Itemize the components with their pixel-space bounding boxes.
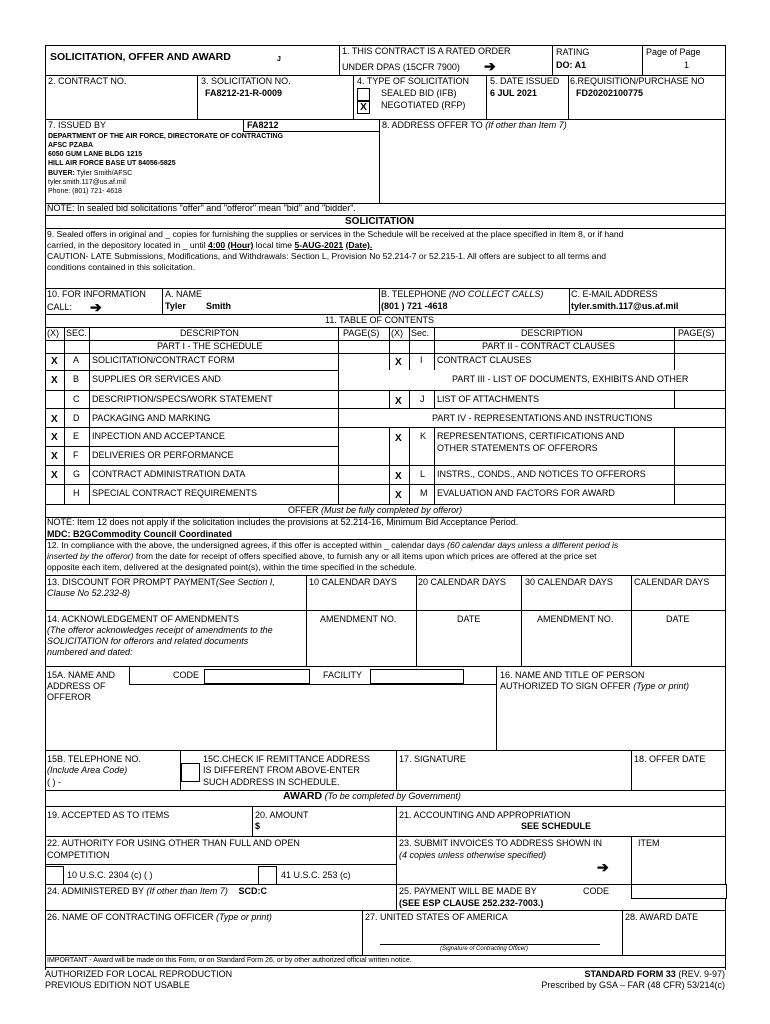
- item9-hour: (Hour): [227, 240, 254, 250]
- toc-b-desc: SUPPLIES OR SERVICES AND: [92, 374, 221, 384]
- toc-c-sec: C: [73, 394, 80, 404]
- toc-l-x: X: [395, 471, 402, 482]
- admin-label: 24. ADMINISTERED BY: [47, 886, 144, 896]
- item12-line2: [47, 552, 597, 561]
- title-mark: J: [277, 56, 281, 63]
- offer-heading: OFFER: [288, 505, 319, 515]
- prescribed: Prescribed by GSA – FAR (48 CFR) 53/214(c): [541, 980, 725, 990]
- toc-k-desc2: OTHER STATEMENTS OF OFFERORS: [437, 443, 598, 453]
- usc2304-checkbox[interactable]: [45, 866, 64, 885]
- tel-label: 15B. TELEPHONE NO.: [47, 754, 141, 764]
- issued-by-label: 7. ISSUED BY: [48, 120, 107, 130]
- amend-date-1: DATE: [457, 614, 481, 624]
- usc2304-label: 10 U.S.C. 2304 (c) ( ): [67, 870, 153, 880]
- toc-g-sec: G: [73, 469, 81, 479]
- submit-arrow-icon: ➔: [597, 859, 609, 875]
- remit-3: SUCH ADDRESS IN SCHEDULE.: [203, 777, 340, 787]
- tel-value: ( ) -: [47, 777, 61, 787]
- payment-2: (SEE ESP CLAUSE 252.232-7003.): [399, 898, 544, 908]
- auth-repro: AUTHORIZED FOR LOCAL REPRODUCTION: [45, 969, 233, 979]
- authority-2: COMPETITION: [47, 850, 110, 860]
- offer-heading-note: (Must be fully completed by offeror): [321, 505, 463, 515]
- toc-b-sec: B: [73, 374, 80, 384]
- solicitation-heading: SOLICITATION: [345, 216, 415, 227]
- solicitation-no: FA8212-21-R-0009: [205, 88, 283, 98]
- toc-i-sec: I: [420, 355, 423, 365]
- buyer-email: tyler.smith.117@us.af.mil: [48, 179, 126, 186]
- toc-h-desc: SPECIAL CONTRACT REQUIREMENTS: [92, 488, 258, 498]
- tel-note: (Include Area Code): [47, 765, 128, 775]
- toc-k-desc1: REPRESENTATIONS, CERTIFICATIONS AND: [437, 431, 625, 441]
- discount-label: 13. DISCOUNT FOR PROMPT PAYMENT: [47, 577, 216, 587]
- amend-date-2: DATE: [666, 614, 690, 624]
- toc-e-desc: INPECTION AND ACCEPTANCE: [92, 431, 225, 441]
- offeror-code-label: CODE: [173, 670, 200, 680]
- amend-no-1: AMENDMENT NO.: [320, 614, 397, 624]
- form-rev: (REV. 9-97): [678, 969, 725, 979]
- buyer-phone: Phone: (801) 721- 4618: [48, 188, 122, 195]
- item9-line4: conditions contained in this solicitation.: [47, 262, 196, 272]
- payment-1: 25. PAYMENT WILL BE MADE BY: [399, 886, 537, 896]
- facility-input[interactable]: [370, 669, 464, 684]
- issued-by-line-2: AFSC PZABA: [48, 142, 94, 149]
- date-issued: 6 JUL 2021: [490, 88, 537, 98]
- negotiated-checkbox[interactable]: X: [357, 101, 370, 114]
- accepted-label: 19. ACCEPTED AS TO ITEMS: [47, 810, 170, 820]
- facility-label: FACILITY: [323, 670, 363, 680]
- days-other: CALENDAR DAYS: [634, 577, 710, 587]
- discount-line: [47, 578, 275, 588]
- form-name: STANDARD FORM 33: [584, 969, 676, 979]
- note-item12: NOTE: Item 12 does not apply if the solicitation includes the provisions at 52.214-16, Minimum Bid Acceptance Period.: [47, 517, 519, 527]
- signature-label: 17. SIGNATURE: [399, 754, 466, 764]
- contract-no-label: 2. CONTRACT NO.: [48, 76, 127, 86]
- toc-f-desc: DELIVERIES OR PERFORMANCE: [92, 450, 234, 460]
- negotiated-label: NEGOTIATED (RFP): [381, 100, 466, 110]
- payment-code-input[interactable]: [631, 884, 727, 899]
- payment-code-label: CODE: [583, 886, 610, 896]
- toc-heading: 11. TABLE OF CONTENTS: [325, 315, 435, 325]
- award-heading-note: (To be completed by Government): [324, 791, 461, 801]
- item12-line1a: 12. In compliance with the above, the undersigned agrees, if this offer is accepted within _ calendar days: [47, 540, 445, 550]
- ack-label: 14. ACKNOWLEDGEMENT OF AMENDMENTS: [47, 614, 239, 624]
- form-title: SOLICITATION, OFFER AND AWARD: [50, 51, 231, 63]
- item12-line3: opposite each item, delivered at the designated point(s), within the time specified in the schedule.: [47, 562, 417, 572]
- auth-line2: [500, 682, 689, 692]
- auth-label-1: 16. NAME AND TITLE OF PERSON: [500, 670, 645, 680]
- item9-line2-mid: local time: [255, 240, 293, 250]
- toc-m-desc: EVALUATION AND FACTORS FOR AWARD: [437, 488, 615, 498]
- item9-line2: [47, 241, 372, 250]
- toc-k-sec: K: [420, 431, 427, 441]
- call-label: CALL:: [47, 302, 73, 312]
- requisition-no: FD20202100775: [576, 88, 644, 98]
- name-addr-1: 15A. NAME AND: [47, 670, 116, 680]
- auth-label-2: AUTHORIZED TO SIGN OFFER: [500, 681, 631, 691]
- award-heading: AWARD: [283, 790, 323, 802]
- toc-g-x: X: [51, 470, 58, 481]
- item9-date-label: (Date).: [345, 240, 373, 250]
- rated-order-label: 1. THIS CONTRACT IS A RATED ORDER: [342, 46, 511, 56]
- offer-heading-line: [288, 506, 462, 516]
- rated-order-sub: UNDER DPAS (15CFR 7900): [342, 62, 460, 72]
- item9-line2-pre: carried, in the depository located in _ until: [47, 240, 206, 250]
- sealed-bid-label: SEALED BID (IFB): [381, 88, 457, 98]
- ack-note3: numbered and dated:: [47, 647, 133, 657]
- accounting-label: 21. ACCOUNTING AND APPROPRIATION: [399, 810, 571, 820]
- ack-note2: SOLICITATION for offerors and related documents: [47, 636, 249, 646]
- toc-col-x-2: (X): [391, 328, 403, 338]
- ack-note1: (The offeror acknowledges receipt of amendments to the: [47, 625, 273, 635]
- toc-e-sec: E: [73, 431, 80, 441]
- mdc-line: MDC: B2GCommodity Council Coordinated: [47, 529, 232, 539]
- toc-j-x: X: [395, 396, 402, 407]
- admin-line: [47, 887, 267, 897]
- issued-by-line-4: HILL AIR FORCE BASE UT 84056-5825: [48, 160, 176, 167]
- address-offer-line: [382, 121, 567, 131]
- sealed-bid-checkbox[interactable]: [357, 88, 370, 101]
- buyer-line: [48, 170, 132, 178]
- toc-e-x: X: [51, 432, 58, 443]
- toc-col-pages-2: PAGE(S): [678, 328, 715, 338]
- address-offer-label: 8. ADDRESS OFFER TO: [382, 120, 483, 130]
- info-phone: (801 ) 721 -4618: [381, 301, 448, 311]
- toc-part4: PART IV - REPRESENTATIONS AND INSTRUCTIONS: [432, 413, 653, 423]
- submit-2: (4 copies unless otherwise specified): [399, 850, 547, 860]
- toc-part1: PART I - THE SCHEDULE: [157, 341, 263, 351]
- info-name-first: Tyler: [165, 301, 186, 311]
- form-name-line: [584, 970, 725, 980]
- info-name-last: Smith: [206, 301, 232, 311]
- toc-i-x: X: [395, 357, 402, 368]
- award-date-label: 28. AWARD DATE: [625, 912, 699, 922]
- prev-edition: PREVIOUS EDITION NOT USABLE: [45, 980, 190, 990]
- officer-line: [47, 913, 272, 923]
- page-label: Page of Page: [646, 47, 701, 57]
- toc-col-desc: DESCRIPTON: [180, 328, 239, 338]
- toc-h-sec: H: [73, 488, 80, 498]
- toc-col-x: (X): [47, 328, 59, 338]
- arrow-icon: ➔: [484, 58, 496, 74]
- toc-m-sec: M: [420, 488, 428, 498]
- toc-col-sec-2: Sec.: [411, 328, 430, 338]
- issued-by-line-1: DEPARTMENT OF THE AIR FORCE, DIRECTORATE OF CONTRACTING: [48, 133, 284, 140]
- info-phone-note: (NO COLLECT CALLS): [448, 289, 544, 299]
- toc-a-x: X: [51, 356, 58, 367]
- buyer-name: Tyler Smith/AFSC: [76, 170, 133, 177]
- toc-part2: PART II - CONTRACT CLAUSES: [482, 341, 615, 351]
- item12-line2a: inserted by the offeror): [47, 551, 134, 561]
- amount-label: 20. AMOUNT: [255, 810, 309, 820]
- toc-col-sec: SEC.: [66, 328, 88, 338]
- toc-m-x: X: [395, 490, 402, 501]
- discount-note1: (See Section I,: [215, 577, 275, 587]
- days20: 20 CALENDAR DAYS: [418, 577, 506, 587]
- name-addr-3: OFFEROR: [47, 692, 91, 702]
- toc-f-sec: F: [73, 450, 79, 460]
- toc-d-desc: PACKAGING AND MARKING: [92, 413, 211, 423]
- days30: 30 CALENDAR DAYS: [525, 577, 613, 587]
- usa-label: 27. UNITED STATES OF AMERICA: [365, 912, 508, 922]
- issued-by-code: FA8212: [247, 120, 279, 130]
- auth-note: (Type or print): [633, 681, 690, 691]
- toc-i-desc: CONTRACT CLAUSES: [437, 355, 532, 365]
- important-note: IMPORTANT - Award will be made on this Form, or on Standard Form 26, or by other authorized official written notice.: [47, 957, 412, 964]
- toc-c-desc: DESCRIPTION/SPECS/WORK STATEMENT: [92, 394, 273, 404]
- remit-2: IS DIFFERENT FROM ABOVE-ENTER: [203, 765, 360, 775]
- admin-code: SCD:C: [238, 886, 267, 896]
- toc-d-x: X: [51, 414, 58, 425]
- type-of-solicitation-label: 4. TYPE OF SOLICITATION: [357, 76, 470, 86]
- toc-a-sec: A: [73, 355, 80, 365]
- toc-j-desc: LIST OF ATTACHMENTS: [437, 394, 540, 404]
- award-heading-line: [283, 791, 461, 803]
- toc-l-sec: L: [420, 469, 426, 479]
- item9-line1: 9. Sealed offers in original and _ copies for furnishing the supplies or services in the Schedule will be received at the place specified in Item 8, or if hand: [47, 229, 624, 239]
- name-addr-2: ADDRESS OF: [47, 681, 106, 691]
- date-issued-label: 5. DATE ISSUED: [490, 76, 560, 86]
- offeror-code-input[interactable]: [204, 669, 310, 684]
- item12-line1: [47, 541, 618, 550]
- admin-note: (If other than Item 7): [146, 886, 228, 896]
- toc-d-sec: D: [73, 413, 80, 423]
- item9-line3: CAUTION- LATE Submissions, Modifications, and Withdrawals: Section L, Provision No 52.214-7 or 52.215-1. All offers are subject to all terms and: [47, 251, 607, 261]
- usc253-checkbox[interactable]: [258, 866, 277, 885]
- info-phone-line: [381, 290, 543, 300]
- authority-1: 22. AUTHORITY FOR USING OTHER THAN FULL AND OPEN: [47, 838, 300, 848]
- toc-k-x: X: [395, 433, 402, 444]
- days10: 10 CALENDAR DAYS: [309, 577, 397, 587]
- issued-by-line-3: 6050 GUM LANE BLDG 1215: [48, 151, 143, 158]
- amend-no-2: AMENDMENT NO.: [537, 614, 614, 624]
- note-sealed-bid: NOTE: In sealed bid solicitations "offer" and "offeror" mean "bid" and "bidder".: [47, 203, 356, 213]
- offer-date-label: 18. OFFER DATE: [634, 754, 706, 764]
- toc-g-desc: CONTRACT ADMINISTRATION DATA: [92, 469, 246, 479]
- solicitation-no-label: 3. SOLICITATION NO.: [201, 76, 291, 86]
- usc253-label: 41 U.S.C. 253 (c): [281, 870, 351, 880]
- item9-date: 5-AUG-2021: [294, 240, 344, 250]
- submit-1: 23. SUBMIT INVOICES TO ADDRESS SHOWN IN: [399, 838, 603, 848]
- officer-label: 26. NAME OF CONTRACTING OFFICER: [47, 912, 214, 922]
- toc-b-x: X: [51, 375, 58, 386]
- address-offer-note: (If other than Item 7): [485, 120, 567, 130]
- see-schedule: SEE SCHEDULE: [521, 821, 592, 831]
- discount-note2: Clause No 52.232-8): [47, 588, 131, 598]
- call-arrow-icon: ➔: [90, 299, 102, 315]
- toc-part3: PART III - LIST OF DOCUMENTS, EXHIBITS AND OTHER: [452, 374, 689, 384]
- item-label: ITEM: [638, 838, 660, 848]
- remittance-checkbox[interactable]: [181, 763, 200, 782]
- info-email-label: C. E-MAIL ADDRESS: [571, 289, 658, 299]
- item12-line2b: from the date for receipt of offers specified above, to furnish any or all items upon which prices are offered at the price set: [135, 551, 597, 561]
- for-information-label: 10. FOR INFORMATION: [47, 289, 146, 299]
- toc-f-x: X: [51, 451, 58, 462]
- toc-l-desc: INSTRS., CONDS., AND NOTICES TO OFFERORS: [437, 469, 646, 479]
- page-value: 1: [684, 60, 690, 70]
- remit-1: 15C.CHECK IF REMITTANCE ADDRESS: [203, 754, 370, 764]
- amount-value: $: [255, 821, 261, 831]
- sig-officer: (Signature of Contracting Officer): [440, 946, 529, 952]
- info-name-label: A. NAME: [165, 289, 203, 299]
- item9-time: 4:00: [208, 240, 226, 250]
- item12-line1b: (60 calendar days unless a different period is: [447, 540, 619, 550]
- toc-j-sec: J: [420, 394, 425, 404]
- toc-col-pages: PAGE(S): [343, 328, 380, 338]
- officer-note: (Type or print): [216, 912, 272, 922]
- rating-value: DO: A1: [556, 60, 587, 70]
- toc-a-desc: SOLICITATION/CONTRACT FORM: [92, 355, 235, 365]
- info-email: tyler.smith.117@us.af.mil: [571, 301, 679, 311]
- buyer-label: BUYER:: [48, 170, 75, 177]
- toc-col-desc-2: DESCRIPTION: [521, 328, 583, 338]
- requisition-label: 6.REQUISITION/PURCHASE NO: [570, 76, 705, 86]
- rating-label: RATING: [556, 47, 590, 57]
- info-phone-label: B. TELEPHONE: [381, 289, 447, 299]
